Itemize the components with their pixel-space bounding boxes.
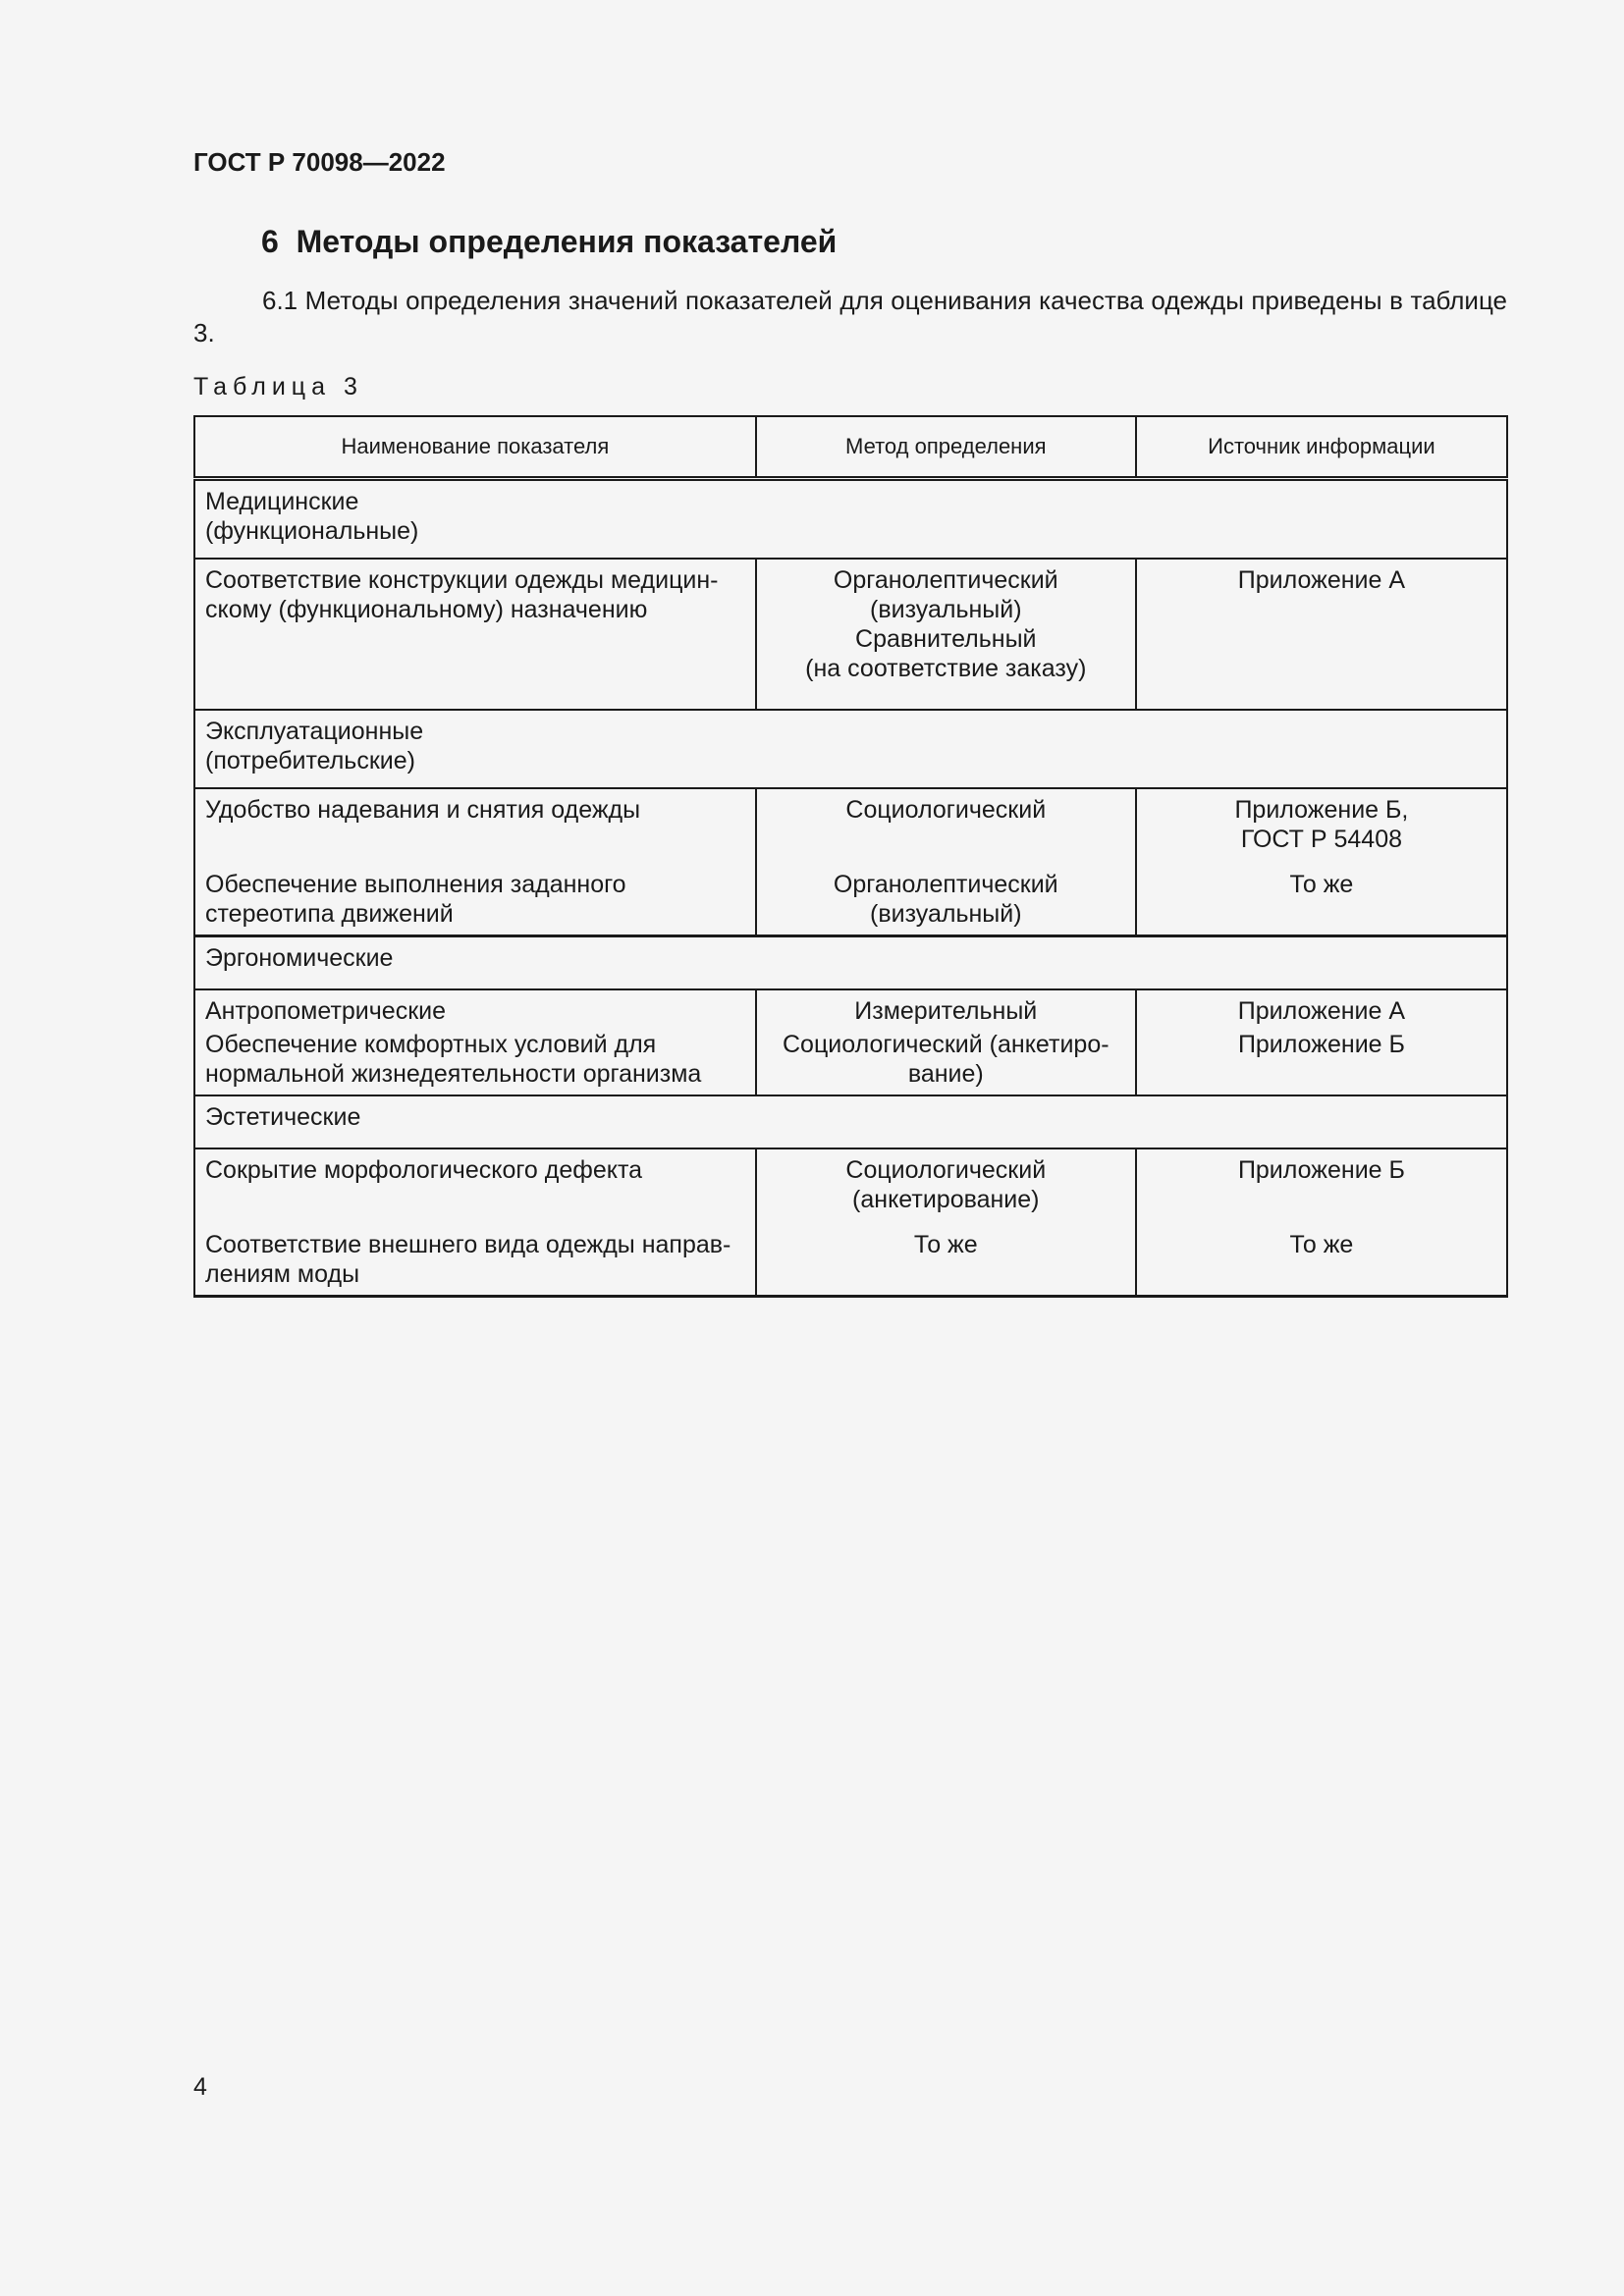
table-row [194, 559, 1507, 710]
method-cell: Социологический (анкетиро- вание) [756, 1028, 1136, 1095]
section-title: 6 Методы определения показателей [261, 224, 838, 259]
indicator-name: Сокрытие морфологического дефекта [194, 1148, 756, 1224]
method-cell: Органолептический (визуальный) Сравнительный (на соответствие заказу) [756, 559, 1136, 710]
group-row-operational [194, 710, 1507, 788]
source-cell: Приложение Б [1136, 1028, 1507, 1095]
source-cell: Приложение А [1136, 559, 1507, 710]
table-row [194, 1224, 1507, 1297]
column-header-method: Метод определения [756, 416, 1136, 479]
indicator-name: Соответствие внешнего вида одежды направ- лениям моды [194, 1224, 756, 1297]
method-cell: Социологический (анкетирование) [756, 1148, 1136, 1224]
source-cell: То же [1136, 864, 1507, 936]
method-cell: Измерительный [756, 989, 1136, 1028]
group-label: Эстетические [194, 1095, 1507, 1148]
column-header-name: Наименование показателя [194, 416, 756, 479]
table-row [194, 788, 1507, 864]
source-cell: Приложение Б [1136, 1148, 1507, 1224]
indicator-name: Удобство надевания и снятия одежды [194, 788, 756, 864]
group-row-ergonomic [194, 936, 1507, 990]
group-row-aesthetic [194, 1095, 1507, 1148]
method-cell: Социологический [756, 788, 1136, 864]
table-row [194, 864, 1507, 936]
indicator-name: Обеспечение комфортных условий для нормальной жизнедеятельности организма [194, 1028, 756, 1095]
indicator-name: Обеспечение выполнения заданного стереотипа движений [194, 864, 756, 936]
group-label: Эксплуатационные (потребительские) [194, 710, 1507, 788]
table-row [194, 1028, 1507, 1095]
column-header-source: Источник информации [1136, 416, 1507, 479]
page-number: 4 [193, 2073, 207, 2101]
intro-paragraph: 6.1 Методы определения значений показателей для оценивания качества одежды приведены в таблице 3. [193, 286, 1507, 347]
table-header-row [194, 416, 1507, 479]
group-label: Эргономические [194, 936, 1507, 990]
method-cell: Органолептический (визуальный) [756, 864, 1136, 936]
indicator-name: Соответствие конструкции одежды медицин- скому (функциональному) назначению [194, 559, 756, 710]
group-label: Медицинские (функциональные) [194, 479, 1507, 560]
indicators-table [193, 415, 1508, 1298]
source-cell: То же [1136, 1224, 1507, 1297]
source-cell: Приложение Б, ГОСТ Р 54408 [1136, 788, 1507, 864]
table-caption: Таблица 3 [193, 373, 363, 400]
document-code: ГОСТ Р 70098—2022 [193, 147, 446, 177]
table-row [194, 989, 1507, 1028]
table-row [194, 1148, 1507, 1224]
method-cell: То же [756, 1224, 1136, 1297]
group-row-medical [194, 479, 1507, 560]
indicator-name: Антропометрические [194, 989, 756, 1028]
source-cell: Приложение А [1136, 989, 1507, 1028]
